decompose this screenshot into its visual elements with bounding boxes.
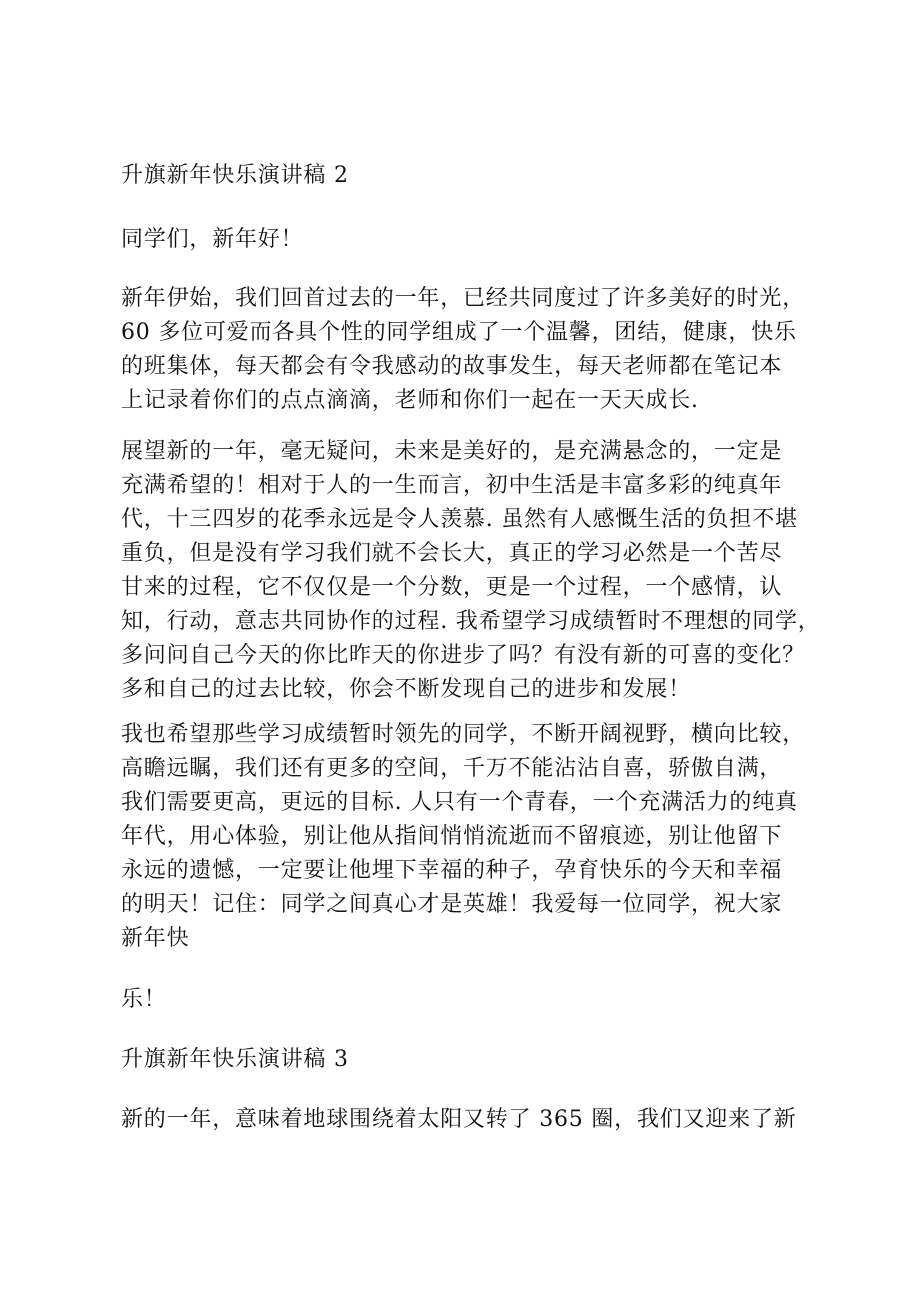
- text-line: 多问问自己今天的你比昨天的你进步了吗？有没有新的可喜的变化？: [121, 643, 806, 668]
- text-line: 甘来的过程，它不仅仅是一个分数，更是一个过程，一个感情，认: [121, 575, 783, 600]
- text-line: 高瞻远瞩，我们还有更多的空间，千万不能沾沾自喜，骄傲自满，: [121, 756, 783, 781]
- text-line: 新年伊始，我们回首过去的一年，已经共同度过了许多美好的时光，: [121, 286, 806, 311]
- text-line: 知，行动，意志共同协作的过程. 我希望学习成绩暂时不理想的同学，: [121, 609, 821, 634]
- section-heading-3: 升旗新年快乐演讲稿 3: [121, 1047, 349, 1072]
- text-line: 的班集体，每天都会有令我感动的故事发生，每天老师都在笔记本: [121, 354, 783, 379]
- greeting-line: 同学们，新年好！: [121, 227, 304, 252]
- text-line: 多和自己的过去比较，你会不断发现自己的进步和发展！: [121, 677, 692, 702]
- text-line: 60 多位可爱而各具个性的同学组成了一个温馨，团结，健康，快乐: [121, 320, 797, 345]
- text-line: 新年快: [121, 926, 190, 951]
- text-line: 我们需要更高，更远的目标. 人只有一个青春，一个充满活力的纯真: [121, 790, 798, 815]
- paragraph-3-end: 乐！: [121, 987, 167, 1012]
- text-line: 新的一年，意味着地球围绕着太阳又转了 365 圈，我们又迎来了新: [121, 1107, 797, 1132]
- text-line: 的明天！记住：同学之间真心才是英雄！我爱每一位同学，祝大家: [121, 892, 783, 917]
- text-line: 重负，但是没有学习我们就不会长大，真正的学习必然是一个苦尽: [121, 541, 783, 566]
- text-line: 年代，用心体验，别让他从指间悄悄流逝而不留痕迹，别让他留下: [121, 824, 783, 849]
- text-line: 充满希望的！相对于人的一生而言，初中生活是丰富多彩的纯真年: [121, 473, 783, 498]
- section-heading-2: 升旗新年快乐演讲稿 2: [121, 163, 349, 188]
- text-line: 永远的遗憾，一定要让他埋下幸福的种子，孕育快乐的今天和幸福: [121, 858, 783, 883]
- text-line: 我也希望那些学习成绩暂时领先的同学，不断开阔视野，横向比较，: [121, 722, 806, 747]
- text-line: 上记录着你们的点点滴滴，老师和你们一起在一天天成长.: [121, 388, 699, 413]
- text-line: 代，十三四岁的花季永远是令人羡慕. 虽然有人感慨生活的负担不堪: [121, 507, 798, 532]
- text-line: 展望新的一年，毫无疑问，未来是美好的，是充满悬念的，一定是: [121, 439, 783, 464]
